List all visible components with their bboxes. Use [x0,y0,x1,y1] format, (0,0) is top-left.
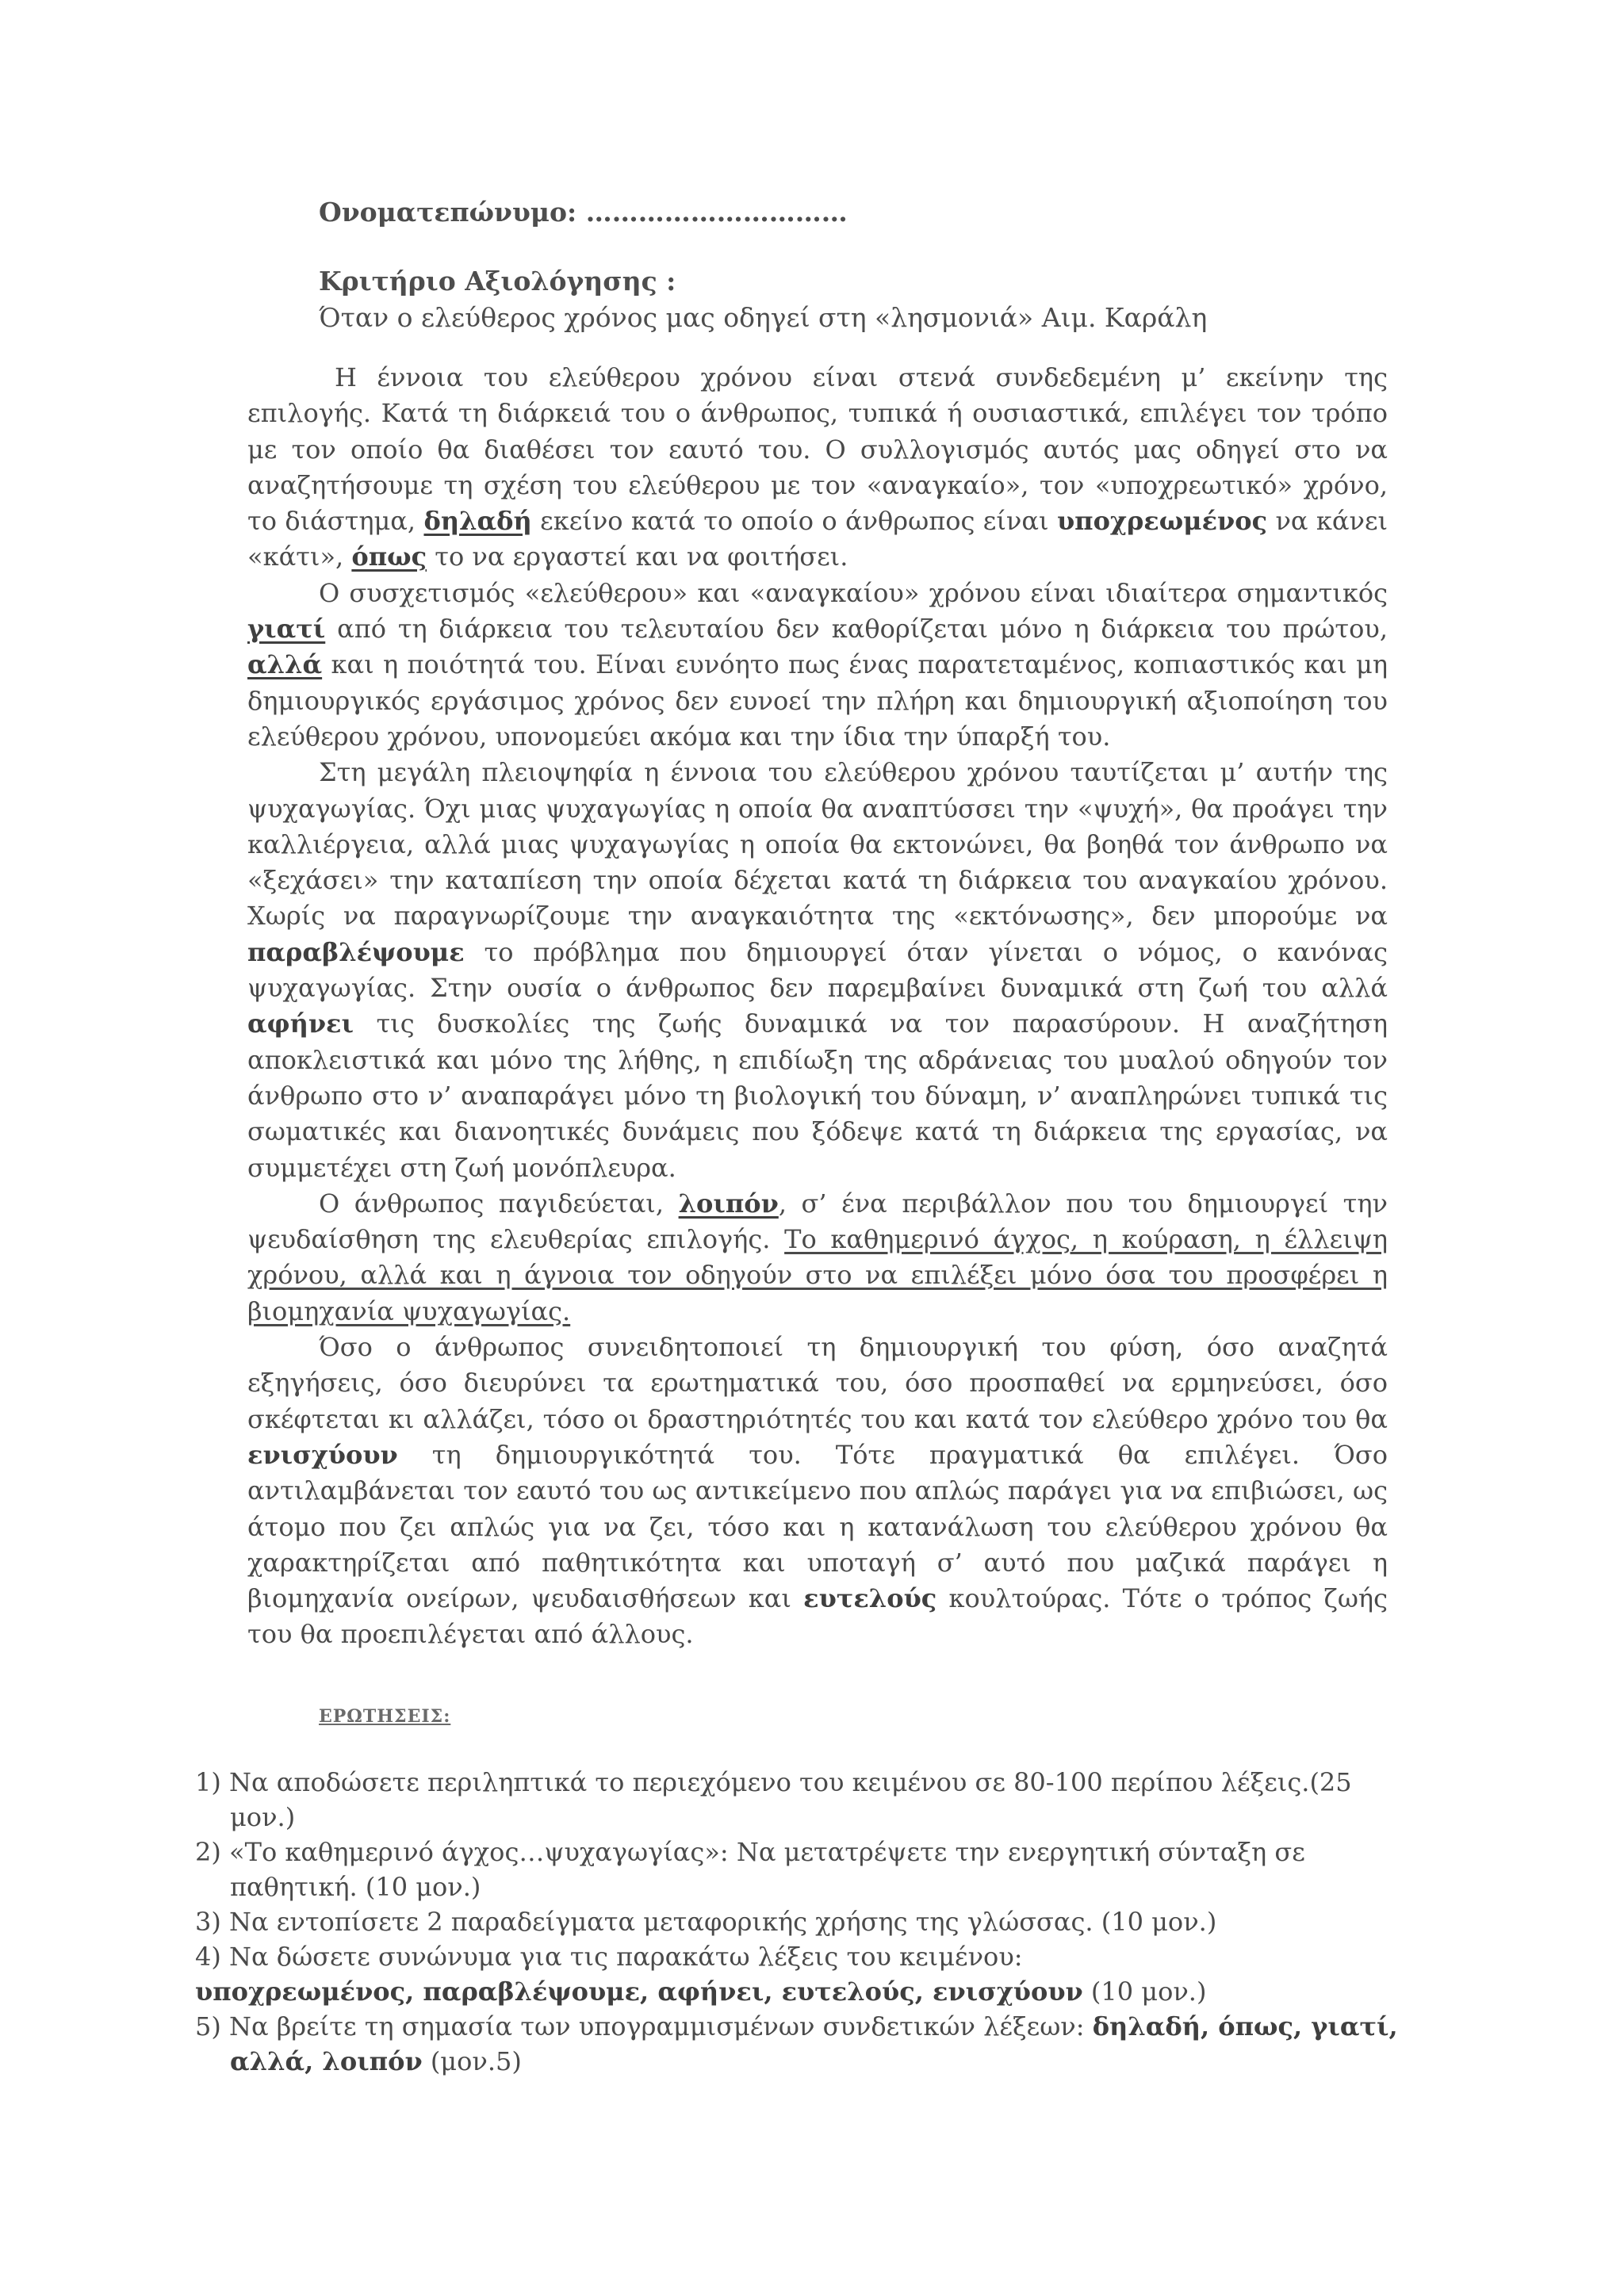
connective-word: δηλαδή [423,506,532,537]
name-label: Ονοματεπώνυμο: [319,197,577,228]
name-dots: ………………………… [585,197,848,228]
connective-word: γιατί [247,614,326,645]
paragraph-2: Ο συσχετισμός «ελεύθερου» και «αναγκαίου» χρόνου είναι ιδιαίτερα σημαντικός γιατί από τη διάρκεια του τελευταίου δεν καθορίζεται μόνο η διάρκεια του πρώτου, αλλά και η ποιότητά του. Είναι ευνόητο πως ένας παρατεταμένος, κοπιαστικός και μη δημιουργικός εργάσιμος χρόνος δεν ευνοεί την πλήρη και δημιουργική αξιοποίηση του ελεύθερου χρόνου, υπονομεύει ακόμα και την ίδια την ύπαρξή του. [247,577,1388,752]
question-4: 4) Να δώσετε συνώνυμα για τις παρακάτω λέξεις του κειμένου: [195,1942,1023,1972]
name-field-line [319,197,848,228]
questions-heading: ΕΡΩΤΗΣΕΙΣ: [319,1706,451,1727]
question-2: 2) «Το καθημερινό άγχος…ψυχαγωγίας»: Να μετατρέψετε την ενεργητική σύνταξη σε παθητική. (10 μον.) [195,1837,1305,1902]
paragraph-3: Στη μεγάλη πλειοψηφία η έννοια του ελεύθερου χρόνου ταυτίζεται μ’ αυτήν της ψυχαγωγίας. Όχι μιας ψυχαγωγίας η οποία θα αναπτύσσει την «ψυχή», θα προάγει την καλλιέργεια, αλλά μιας ψυχαγωγίας η οποία θα εκτονώνει, θα βοηθά τον άνθρωπο να «ξεχάσει» την καταπίεση την οποία δέχεται κατά τη διάρκεια του αναγκαίου χρόνου. Χωρίς να παραγνωρίζουμε την αναγκαιότητα της «εκτόνωσης», δεν μπορούμε να παραβλέψουμε το πρόβλημα που δημιουργεί όταν γίνεται ο νόμος, ο κανόνας ψυχαγωγίας. Στην ουσία ο άνθρωπος δεν παρεμβαίνει δυναμικά στη ζωή του αλλά αφήνει τις δυσκολίες της ζωής δυναμικά να τον παρασύρουν. Η αναζήτηση αποκλειστικά και μόνο της λήθης, η επιδίωξη της αδράνειας του μυαλού οδηγούν τον άνθρωπο στο ν’ αναπαράγει μόνο τη βιολογική του δύναμη, ν’ αναπληρώνει τυπικά τις σωματικές και διανοητικές δυνάμεις που ξόδεψε κατά τη διάρκεια της εργασίας, να συμμετέχει στη ζωή μονόπλευρα. [247,757,1388,1183]
paragraph-1: Η έννοια του ελεύθερου χρόνου είναι στενά συνδεδεμένη μ’ εκείνην της επιλογής. Κατά τη διάρκειά του ο άνθρωπος, τυπικά ή ουσιαστικά, επιλέγει τον τρόπο με τον οποίο θα διαθέσει τον εαυτό του. Ο συλλογισμός αυτός μας οδηγεί στο να αναζητήσουμε τη σχέση του ελεύθερου με τον «αναγκαίο», τον «υποχρεωτικό» χρόνο, το διάστημα, δηλαδή εκείνο κατά το οποίο ο άνθρωπος είναι υποχρεωμένος να κάνει «κάτι», όπως το να εργαστεί και να φοιτήσει. [247,362,1388,572]
keyword: ευτελούς [803,1583,937,1614]
connective-word: όπως [351,541,427,572]
paragraph-5: Όσο ο άνθρωπος συνειδητοποιεί τη δημιουργική του φύση, όσο αναζητά εξηγήσεις, όσο διευρύνει τα ερωτηματικά του, όσο προσπαθεί να ερμηνεύσει, όσο σκέφτεται κι αλλάζει, τόσο οι δραστηριότητές του και κατά τον ελεύθερο χρόνο του θα ενισχύουν τη δημιουργικότητά του. Τότε πραγματικά θα επιλέγει. Όσο αντιλαμβάνεται τον εαυτό του ως αντικείμενο που απλώς παράγει για να επιβιώσει, ως άτομο που ζει απλώς για να ζει, τόσο και η κατανάλωση του ελεύθερου χρόνου θα χαρακτηρίζεται από παθητικότητα και υποταγή σ’ αυτό που μαζικά παράγει η βιομηχανία ονείρων, ψευδαισθήσεων και ευτελούς κουλτούρας. Τότε ο τρόπος ζωής του θα προεπιλέγεται από άλλους. [247,1332,1388,1650]
question-3: 3) Να εντοπίσετε 2 παραδείγματα μεταφορικής χρήσης της γλώσσας. (10 μον.) [195,1907,1217,1937]
questions-list [195,1765,1416,2079]
keyword: υποχρεωμένος [1056,506,1268,537]
underlined-sentence: Το καθημερινό άγχος, η κούραση, η έλλειψη χρόνου, αλλά και η άγνοια τον οδηγούν στο να επιλέξει μόνο όσα του προσφέρει η βιομηχανία ψυχαγωγίας. [247,1224,1388,1326]
paragraph-4: Ο άνθρωπος παγιδεύεται, λοιπόν, σ’ ένα περιβάλλον που του δημιουργεί την ψευδαίσθηση της ελευθερίας επιλογής. Το καθημερινό άγχος, η κούραση, η έλλειψη χρόνου, αλλά και η άγνοια τον οδηγούν στο να επιλέξει μόνο όσα του προσφέρει η βιομηχανία ψυχαγωγίας. [247,1188,1388,1326]
text-title: Όταν ο ελεύθερος χρόνος μας οδηγεί στη «λησμονιά» Αιμ. Καράλη [319,302,1208,333]
criterion-header [319,263,1207,336]
keyword: αφήνει [247,1008,354,1039]
connective-word: λοιπόν [678,1188,779,1219]
question-5: 5) Να βρείτε τη σημασία των υπογραμμισμένων συνδετικών λέξεων: δηλαδή, όπως, γιατί, αλλά, λοιπόν (μον.5) [195,2011,1398,2076]
connective-word: αλλά [247,649,323,680]
passage-body [247,360,1388,1653]
keyword: ενισχύουν [247,1439,398,1470]
keyword: παραβλέψουμε [247,936,465,967]
question-4-words: υποχρεωμένος, παραβλέψουμε, αφήνει, ευτελούς, ενισχύουν (10 μον.) [195,1976,1207,2007]
question-1: 1) Να αποδώσετε περιληπτικά το περιεχόμενο του κειμένου σε 80-100 περίπου λέξεις.(25 μον.) [195,1767,1352,1832]
criterion-title: Κριτήριο Αξιολόγησης : [319,266,676,297]
